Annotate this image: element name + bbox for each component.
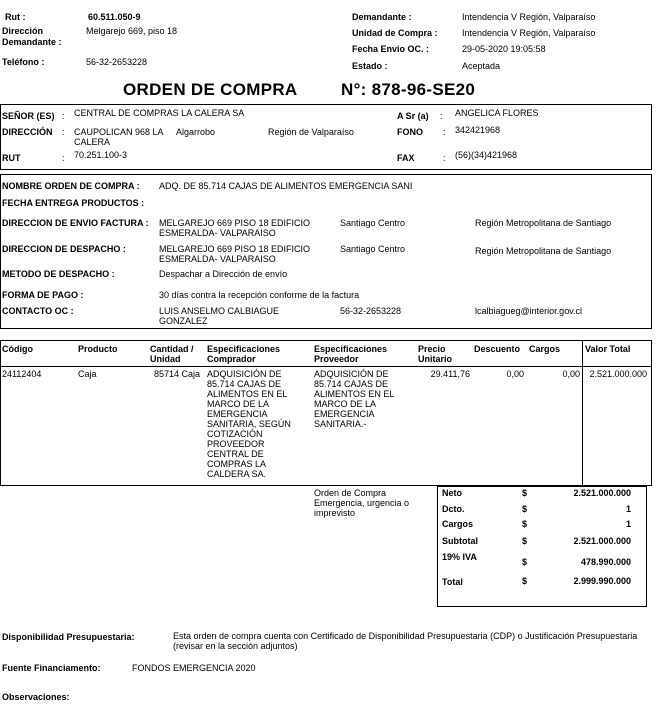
total-label: Total	[442, 577, 463, 587]
direccion-value: Melgarejo 669, piso 18	[86, 26, 178, 36]
supplier-rut-label: RUT	[2, 153, 21, 163]
contacto-name: LUIS ANSELMO CALBIAGUE GONZALEZ	[159, 306, 280, 326]
item-descuento: 0,00	[506, 369, 524, 379]
page-title: ORDEN DE COMPRA	[123, 80, 298, 99]
subtotal-label: Subtotal	[442, 536, 478, 546]
item-esp-proveedor: ADQUISICIÓN DE 85.714 CAJAS DE ALIMENTOS EN EL MARCO DE LA EMERGENCIA SANITARIA.-	[314, 369, 395, 429]
forma-pago-label: FORMA DE PAGO :	[2, 290, 84, 300]
supplier-rut-colon: :	[62, 153, 65, 163]
currency-symbol: $	[522, 557, 528, 567]
currency-symbol: $	[522, 536, 528, 546]
col-precio: Precio Unitario	[418, 344, 453, 364]
valor-total-column-divider	[582, 340, 583, 486]
senor-label: SEÑOR (ES)	[2, 111, 55, 121]
nombre-oc-label: NOMBRE ORDEN DE COMPRA :	[2, 181, 140, 191]
item-producto: Caja	[78, 369, 97, 379]
oc-emergencia-note: Orden de Compra Emergencia, urgencia o imprevisto	[314, 488, 410, 518]
iva-value: 478.990.000	[580, 557, 631, 567]
items-header-divider	[0, 366, 652, 367]
supplier-direccion-colon: :	[62, 127, 65, 137]
col-cargos: Cargos	[529, 344, 561, 354]
direccion-label: Dirección	[2, 26, 44, 36]
dcto-value: 1	[625, 504, 631, 514]
currency-symbol: $	[522, 504, 528, 514]
contacto-email[interactable]: lcalbiagueg@interior.gov.cl	[475, 306, 583, 316]
disponibilidad-label: Disponibilidad Presupuestaria:	[2, 632, 135, 642]
fax-value: (56)(34)421968	[455, 150, 518, 160]
item-precio: 29.411,76	[430, 369, 470, 379]
fono-value: 342421968	[455, 125, 501, 135]
estado-label: Estado :	[352, 61, 388, 71]
despacho-label: DIRECCION DE DESPACHO :	[2, 244, 126, 254]
fax-label: FAX	[397, 153, 415, 163]
contacto-label: CONTACTO OC :	[2, 306, 74, 316]
nombre-oc-value: ADQ. DE 85.714 CAJAS DE ALIMENTOS EMERGENCIA SANI	[159, 181, 413, 191]
envio-factura-label: DIRECCION DE ENVIO FACTURA :	[2, 218, 149, 228]
rut-label: Rut :	[5, 12, 26, 22]
fax-colon: :	[443, 153, 446, 163]
senor-colon: :	[62, 111, 65, 121]
asr-value: ANGELICA FLORES	[455, 108, 539, 118]
envio-factura-value: MELGAREJO 669 PISO 18 EDIFICIO ESMERALDA- VALPARAISO	[159, 218, 311, 238]
fecha-envio-value: 29-05-2020 19:05:58	[462, 44, 546, 54]
envio-factura-comuna: Santiago Centro	[340, 218, 406, 228]
estado-value: Aceptada	[462, 61, 501, 71]
order-number: N°: 878-96-SE20	[341, 80, 476, 99]
unidad-compra-label: Unidad de Compra :	[352, 28, 438, 38]
forma-pago-value: 30 días contra la recepción conforme de la factura	[159, 290, 360, 300]
col-producto: Producto	[78, 344, 118, 354]
supplier-direccion-label: DIRECCIÓN	[2, 127, 53, 137]
cargos-label: Cargos	[442, 519, 474, 529]
despacho-region: Región Metropolitana de Santiago	[475, 246, 612, 256]
neto-label: Neto	[442, 488, 462, 498]
item-cantidad: 85714 Caja	[153, 369, 200, 379]
unidad-compra-value: Intendencia V Región, Valparaíso	[462, 28, 596, 38]
currency-symbol: $	[522, 519, 528, 529]
fecha-entrega-label: FECHA ENTREGA PRODUCTOS :	[2, 198, 145, 208]
col-esp-proveedor: Especificaciones Proveedor	[314, 344, 388, 364]
telefono-label: Teléfono :	[2, 57, 45, 67]
direccion-demandante-label: Demandante :	[2, 37, 62, 47]
item-esp-comprador: ADQUISICIÓN DE 85.714 CAJAS DE ALIMENTOS EN EL MARCO DE LA EMERGENCIA SANITARIA, SEGÚN COTIZACIÓN PROVEEDOR CENTRAL DE COMPRAS LA CALDERA SA.	[207, 369, 291, 479]
despacho-comuna: Santiago Centro	[340, 244, 406, 254]
col-esp-comprador: Especificaciones Comprador	[207, 344, 281, 364]
asr-colon: :	[440, 111, 443, 121]
asr-label: A Sr (a)	[397, 111, 429, 121]
supplier-comuna: Algarrobo	[176, 127, 216, 137]
fecha-envio-label: Fecha Envio OC. :	[352, 44, 430, 54]
currency-symbol: $	[522, 576, 528, 586]
col-valor-total: Valor Total	[585, 344, 631, 354]
iva-label: 19% IVA	[442, 552, 477, 562]
neto-value: 2.521.000.000	[573, 488, 631, 498]
col-codigo: Código	[2, 344, 33, 354]
metodo-despacho-label: METODO DE DESPACHO :	[2, 269, 115, 279]
metodo-despacho-value: Despachar a Dirección de envío	[159, 269, 288, 279]
observaciones-label: Observaciones:	[2, 692, 70, 702]
supplier-direccion-value: CAUPOLICAN 968 LA CALERA	[74, 127, 164, 147]
fuente-label: Fuente Financiamento:	[2, 663, 101, 673]
cargos-value: 1	[625, 519, 631, 529]
col-descuento: Descuento	[474, 344, 521, 354]
fono-label: FONO	[397, 127, 423, 137]
subtotal-value: 2.521.000.000	[573, 536, 631, 546]
supplier-rut-value: 70.251.100-3	[74, 150, 128, 160]
col-cantidad: Cantidad / Unidad	[150, 344, 194, 364]
telefono-value: 56-32-2653228	[86, 57, 148, 67]
currency-symbol: $	[522, 488, 528, 498]
demandante-value: Intendencia V Región, Valparaíso	[462, 12, 596, 22]
item-cargos: 0,00	[562, 369, 580, 379]
disponibilidad-value: Esta orden de compra cuenta con Certificado de Disponibilidad Presupuestaria (CDP) o Justificación Presupuestaria (revisar en la sección adjuntos)	[173, 631, 638, 651]
item-valor-total: 2.521.000.000	[589, 369, 647, 379]
envio-factura-region: Región Metropolitana de Santiago	[475, 218, 612, 228]
despacho-value: MELGAREJO 669 PISO 18 EDIFICIO ESMERALDA- VALPARAISO	[159, 244, 311, 264]
fono-colon: :	[443, 127, 446, 137]
demandante-label: Demandante :	[352, 12, 412, 22]
senor-value: CENTRAL DE COMPRAS LA CALERA SA	[74, 108, 245, 118]
fuente-value: FONDOS EMERGENCIA 2020	[132, 663, 256, 673]
contacto-phone: 56-32-2653228	[340, 306, 402, 316]
rut-value: 60.511.050-9	[88, 12, 141, 22]
dcto-label: Dcto.	[442, 504, 465, 514]
total-value: 2.999.990.000	[573, 576, 631, 586]
supplier-region: Región de Valparaíso	[268, 127, 354, 137]
item-codigo: 24112404	[2, 369, 42, 379]
